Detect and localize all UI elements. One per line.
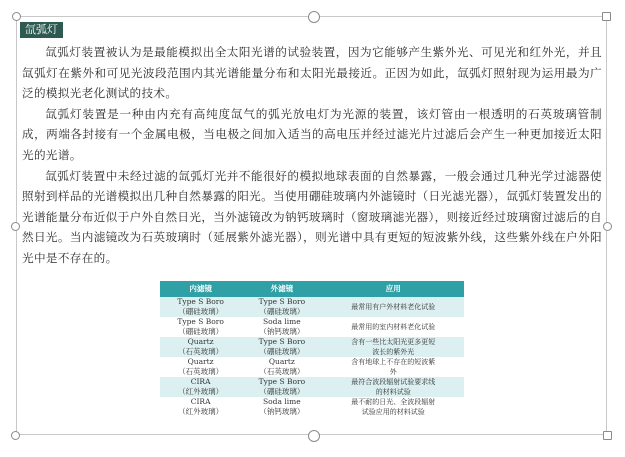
table-cell-inner: Quartz （石英玻璃） [160, 337, 241, 357]
table-header-application: 应用 [322, 281, 464, 297]
table-row [160, 297, 464, 317]
table-cell-outer: Quartz （石英玻璃） [259, 357, 305, 376]
table-cell-outer: Type S Boro （硼硅玻璃） [241, 297, 322, 317]
table-row [160, 377, 464, 397]
table-cell-application: 最不耐的日光、全波段辐射 试验应用的材料试验 [351, 398, 436, 416]
table-row [160, 337, 464, 357]
table-cell-outer: Soda lime （钠钙玻璃） [259, 317, 305, 336]
table-cell-outer: Soda lime （钠钙玻璃） [259, 397, 305, 416]
table-cell-outer: Type S Boro （硼硅玻璃） [241, 377, 322, 397]
table-cell-application: 含有一些比太阳光更多更短 波长的紫外光 [322, 337, 464, 357]
table-cell-inner: CIRA （红外玻璃） [160, 377, 241, 397]
resize-handle-bottom[interactable] [308, 430, 320, 442]
table-cell-inner: Type S Boro （硼硅玻璃） [160, 297, 241, 317]
paragraph: 氙弧灯装置是一种由内充有高纯度氙气的弧光放电灯为光源的装置，该灯管由一根透明的石英玻璃管制成，两端各封接有一个金属电极，当电极之间加入适当的高电压并经过滤光片过滤后会产生一种更加接近太阳光的光谱。 [22, 106, 602, 162]
table-cell-application: 最常用的室内材料老化试验 [351, 323, 436, 331]
table-cell-application: 含有地球上不存在的短波紫 外 [351, 358, 436, 376]
resize-handle-right[interactable] [603, 222, 612, 231]
table-cell-application: 最常用有户外材料老化试验 [322, 297, 464, 317]
document-body [22, 42, 602, 269]
paragraph: 氙弧灯装置被认为是最能模拟出全太阳光谱的试验装置，因为它能够产生紫外光、可见光和红外光，并且氙弧灯在紫外和可见光波段范围内其光谱能量分布和太阳光最接近。正因为如此，氙弧灯照射现为运用最为广泛的模拟光老化测试的技术。 [22, 45, 602, 101]
resize-handle-bottom-left[interactable] [11, 431, 20, 440]
paragraph: 氙弧灯装置中未经过滤的氙弧灯光并不能很好的模拟地球表面的自然暴露，一般会通过几种光学过滤器使照射到样品的光谱模拟出几种自然暴露的阳光。当使用硼硅玻璃内外滤镜时（日光滤光器），氙弧灯装置发出的光谱能量分布近似于户外自然日光，当外滤镜改为钠钙玻璃时（窗玻璃滤光器），则接近经过玻璃窗过滤后的自然日光。当内滤镜改为石英玻璃时（延展紫外滤光器），则光谱中具有更短的短波紫外线，这些紫外线在户外阳光中是不存在的。 [22, 168, 602, 265]
section-heading-tag: 氙弧灯 [20, 22, 63, 38]
resize-handle-top-left[interactable] [12, 12, 21, 21]
table-row [160, 397, 464, 417]
table-row [160, 317, 464, 337]
table-cell-inner: Quartz （石英玻璃） [178, 357, 224, 376]
table-cell-application: 最符合波段辐射试验要求线 的材料试验 [322, 377, 464, 397]
filter-table [160, 281, 464, 417]
resize-handle-top-right[interactable] [602, 12, 611, 21]
resize-handle-left[interactable] [11, 222, 20, 231]
table-cell-inner: Type S Boro （硼硅玻璃） [177, 317, 224, 336]
resize-handle-bottom-right[interactable] [603, 431, 612, 440]
table-header-row [160, 281, 464, 297]
table-cell-inner: CIRA （红外玻璃） [178, 397, 224, 416]
table-header-outer-filter: 外滤镜 [241, 281, 322, 297]
resize-handle-top[interactable] [308, 11, 320, 23]
table-row [160, 357, 464, 377]
table-header-inner-filter: 内滤镜 [160, 281, 241, 297]
table-cell-outer: Type S Boro （硼硅玻璃） [241, 337, 322, 357]
